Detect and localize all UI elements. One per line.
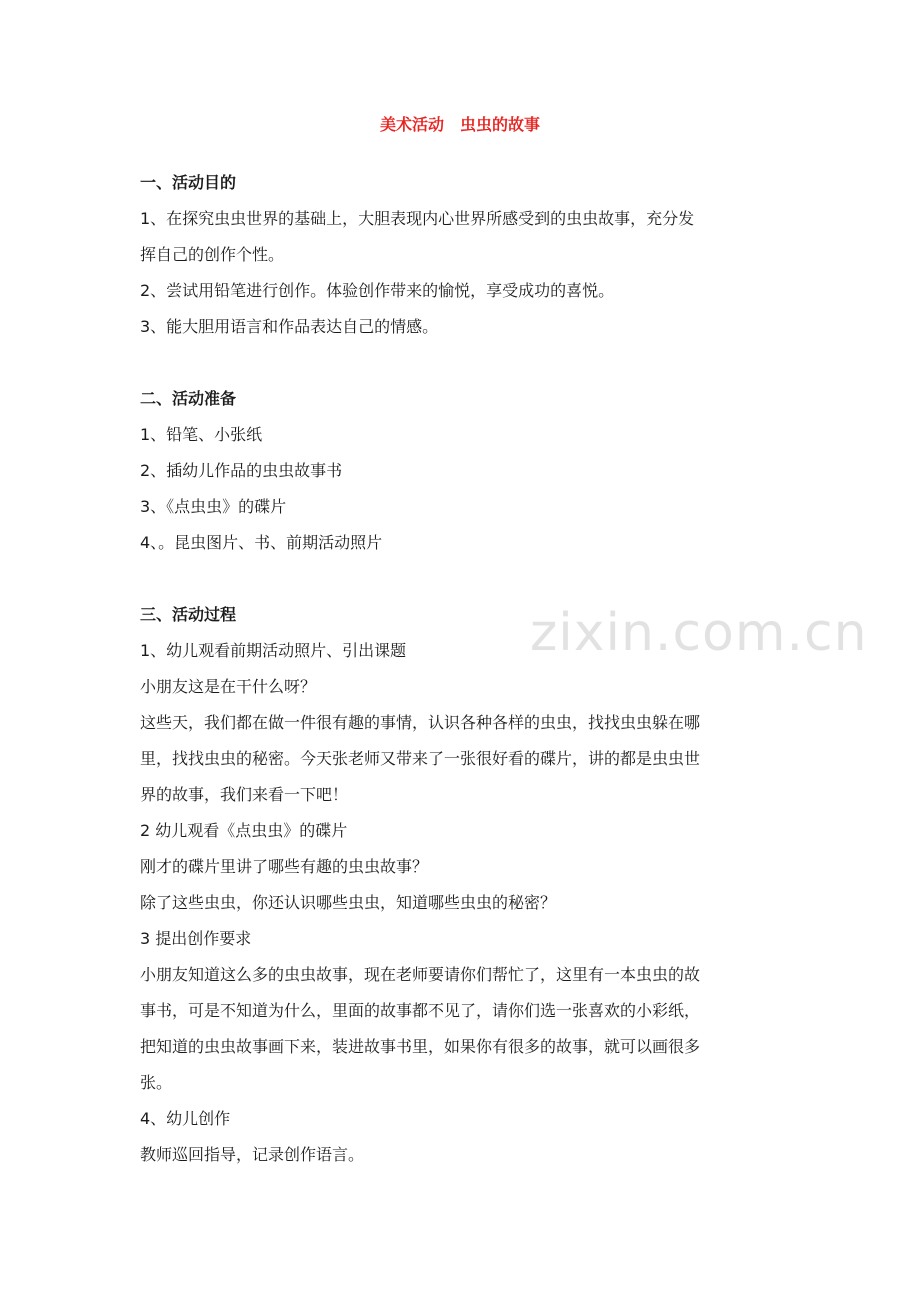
paragraph-line: 1、在探究虫虫世界的基础上，大胆表现内心世界所感受到的虫虫故事，充分发 — [140, 209, 695, 228]
paragraph-line: 把知道的虫虫故事画下来，装进故事书里，如果你有很多的故事，就可以画很多 — [140, 1037, 701, 1056]
paragraph-line: 这些天，我们都在做一件很有趣的事情，认识各种各样的虫虫，找找虫虫躲在哪 — [140, 713, 701, 732]
watermark-text: zixin.com.cn — [530, 603, 868, 663]
paragraph-line: 挥自己的创作个性。 — [140, 245, 285, 264]
paragraph-line: 3、《点虫虫》的碟片 — [140, 497, 287, 516]
section-spacer — [140, 345, 790, 381]
paragraph-line: 教师巡回指导，记录创作语言。 — [140, 1145, 365, 1164]
paragraph-line: 刚才的碟片里讲了哪些有趣的虫虫故事？ — [140, 857, 429, 876]
paragraph-line: 4、幼儿创作 — [140, 1109, 231, 1128]
paragraph-line: 2 幼儿观看《点虫虫》的碟片 — [140, 821, 348, 840]
paragraph-line: 张。 — [140, 1073, 173, 1092]
document-title: 美术活动 虫虫的故事 — [379, 115, 540, 134]
section-heading-process: 三、活动过程 — [140, 605, 237, 624]
paragraph-line: 里，找找虫虫的秘密。今天张老师又带来了一张很好看的碟片，讲的都是虫虫世 — [140, 749, 701, 768]
paragraph-line: 除了这些虫虫，你还认识哪些虫虫，知道哪些虫虫的秘密？ — [140, 893, 557, 912]
paragraph-line: 1、幼儿观看前期活动照片、引出课题 — [140, 641, 407, 660]
section-heading-goals: 一、活动目的 — [140, 173, 237, 192]
paragraph-line: 界的故事，我们来看一下吧！ — [140, 785, 349, 804]
paragraph-line: 3、能大胆用语言和作品表达自己的情感。 — [140, 317, 439, 336]
section-spacer — [140, 561, 790, 597]
paragraph-line: 事书，可是不知道为什么，里面的故事都不见了，请你们选一张喜欢的小彩纸， — [140, 1001, 701, 1020]
paragraph-line: 4、。昆虫图片、书、前期活动照片 — [140, 533, 383, 552]
section-heading-prep: 二、活动准备 — [140, 389, 237, 408]
paragraph-line: 3 提出创作要求 — [140, 929, 252, 948]
paragraph-line: 2、尝试用铅笔进行创作。体验创作带来的愉悦，享受成功的喜悦。 — [140, 281, 615, 300]
paragraph-line: 小朋友这是在干什么呀？ — [140, 677, 317, 696]
paragraph-line: 1、铅笔、小张纸 — [140, 425, 263, 444]
paragraph-line: 2、插幼儿作品的虫虫故事书 — [140, 461, 343, 480]
document-body — [140, 165, 790, 1173]
paragraph-line: 小朋友知道这么多的虫虫故事，现在老师要请你们帮忙了，这里有一本虫虫的故 — [140, 965, 701, 984]
